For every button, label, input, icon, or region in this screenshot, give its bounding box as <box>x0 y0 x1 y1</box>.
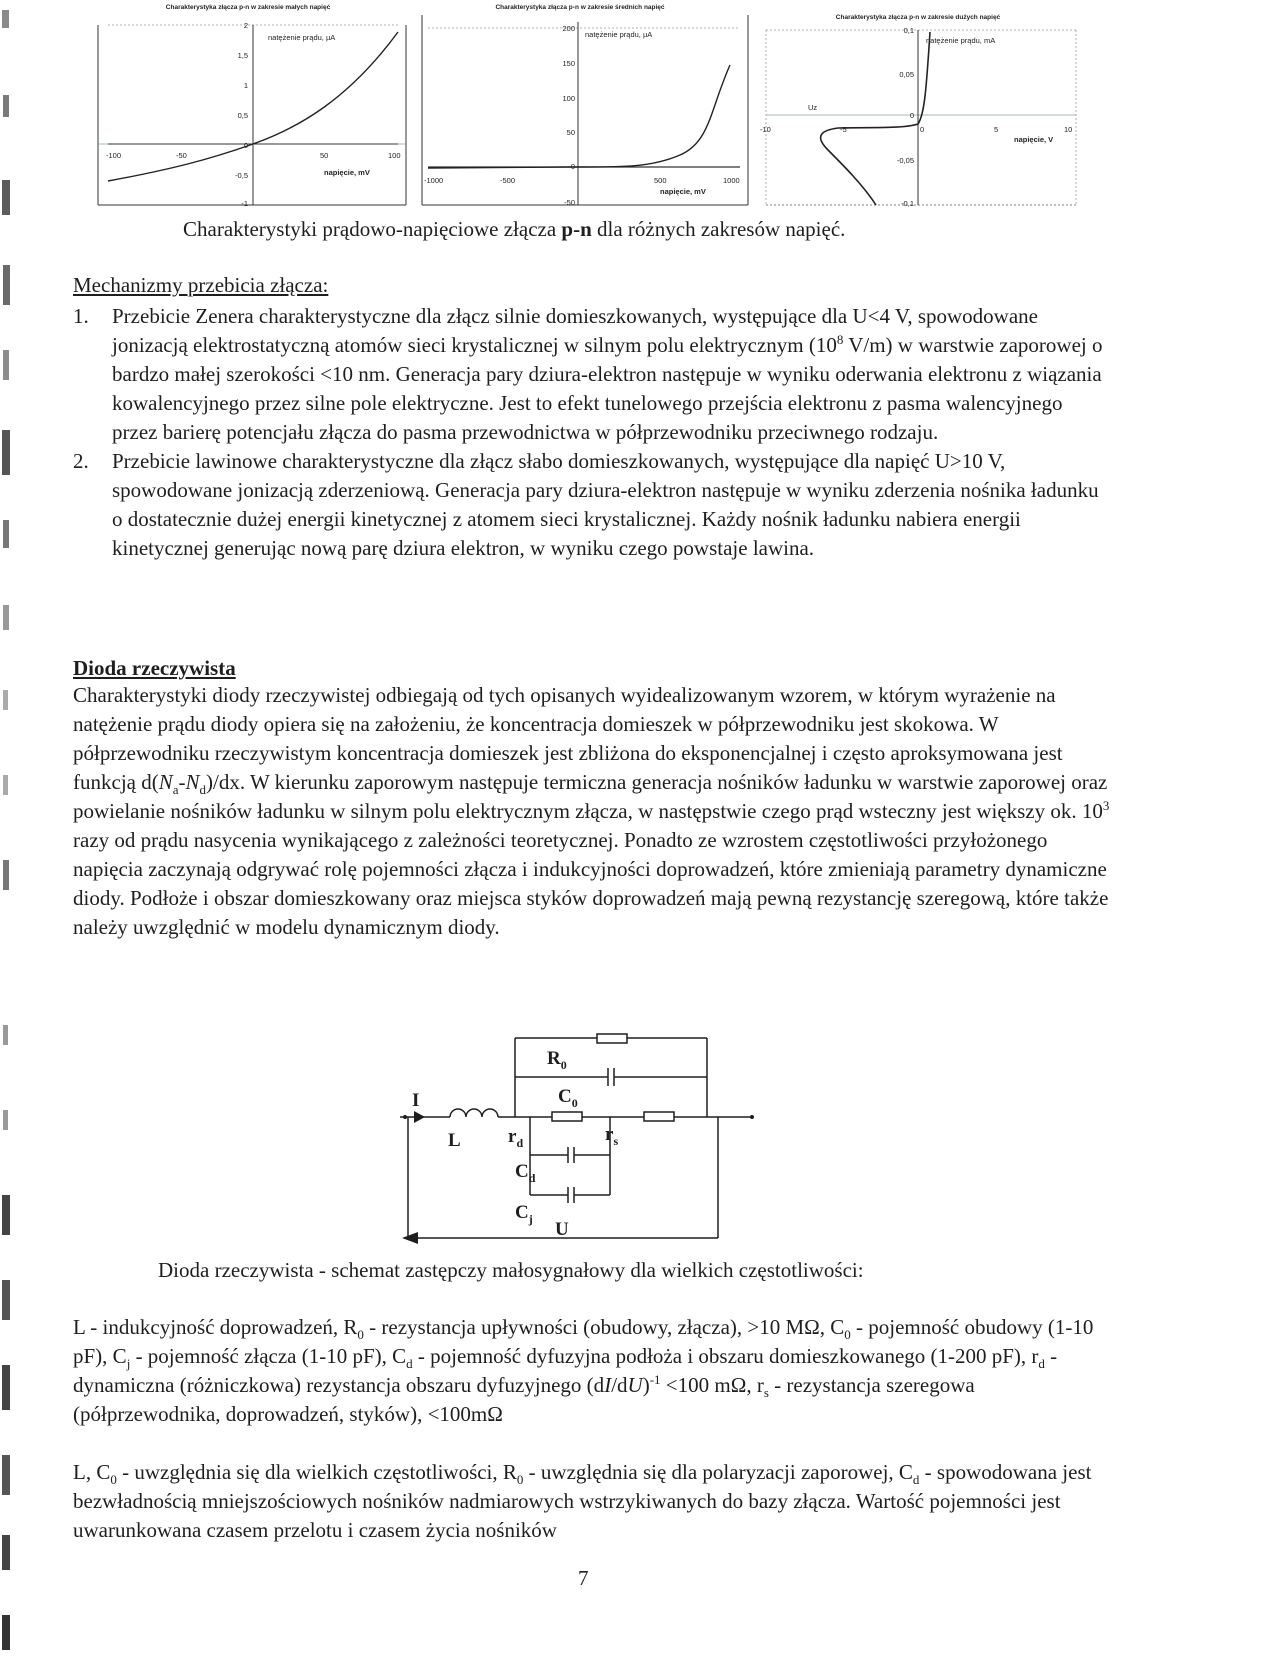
label-C0: $C_0$ <box>558 1086 578 1110</box>
current-arrow <box>414 1111 425 1123</box>
y-tick: 1 <box>243 81 248 90</box>
legend-paragraph-2: L, $C_0$ - uwzględnia się dla wielkich częstotliwości, $R_0$ - uwzględnia się dla polaryzacji zaporowej, $C_d$ - spowodowana jest bezwładnością mniejszościowych nośników nadmiarowych wstrzykiwanych do bazy złącza. Wartość pojemności jest uwarunkowana czasem przelotu i czasem życia nośników <box>73 1460 1092 1542</box>
x-tick: 500 <box>654 176 667 185</box>
label-R0: $R_0$ <box>547 1048 567 1072</box>
series-label: natężenie prądu, mA <box>926 36 996 45</box>
equivalent-circuit-diagram <box>400 1020 770 1255</box>
y-tick: -50 <box>564 198 575 207</box>
x-tick: -1000 <box>424 176 444 185</box>
page-number: 7 <box>578 1566 589 1590</box>
y-tick: 150 <box>562 59 575 68</box>
y-tick: 0,5 <box>237 111 248 120</box>
label-rs: $r_s$ <box>605 1124 619 1148</box>
chart-medium-voltage <box>420 0 750 212</box>
legend-paragraph-1: L - indukcyjność doprowadzeń, $R_0$ - rezystancja upływności (obudowy, złącza), >10 MΩ, $C_0$ - pojemność obudowy (1-10 pF), $C_j$ - pojemność złącza (1-10 pF), $C_d$ - pojemność dyfuzyjna podłoża i obszaru domieszkowanego (1-200 pF), $r_d$ - dynamiczna (różniczkowa) rezystancja obszaru dyfuzyjnego $(dI/dU)^{-1} <100$ mΩ, $r_s$ - rezystancja szeregowa (półprzewodnika, doprowadzeń, styków), <100mΩ <box>73 1315 1094 1426</box>
y-tick: 1,5 <box>237 51 248 60</box>
x-tick: -50 <box>176 151 187 160</box>
list-item: 1. Przebicie Zenera charakterystyczne dla złącz silnie domieszkowanych, występujące dla U<4 V, spowodowane jonizacją elektrostatyczną atomów sieci krystalicznej w silnym polu elektrycznym ($10^8$ V/m) w warstwie zaporowej o bardzo małej szerokości <10 nm. Generacja pary dziura-elektron następuje w wyniku oderwania elektronu z wiązania kowalencyjnego przez silne pole elektryczne. Jest to efekt tunelowego przejścia elektronu z pasma walencyjnego przez barierę potencjału złącza do pasma przewodnictwa w półprzewodniku przeciwnego rodzaju. <box>73 304 1103 444</box>
iv-curve <box>428 65 730 168</box>
series-label: natężenie prądu, µA <box>585 30 653 39</box>
chart-large-voltage <box>758 0 1080 212</box>
x-tick: 50 <box>320 151 329 160</box>
x-tick: -500 <box>500 176 516 185</box>
x-axis-label: napięcie, V <box>1014 135 1054 144</box>
x-axis-label: napięcie, mV <box>660 187 706 196</box>
x-tick: 0 <box>920 125 925 134</box>
y-tick: 100 <box>562 94 575 103</box>
figure-caption-charts: Charakterystyki prądowo-napięciowe złącza p-n dla różnych zakresów napięć. <box>183 217 846 241</box>
resistor-R0 <box>597 1034 627 1043</box>
label-U: U <box>555 1219 569 1240</box>
y-tick: 0 <box>909 111 914 120</box>
y-tick: 0,05 <box>899 70 914 79</box>
x-tick: -5 <box>840 125 847 134</box>
inductor-L <box>450 1109 498 1117</box>
voltage-arrow <box>402 1232 418 1244</box>
x-tick: -10 <box>760 125 771 134</box>
figure-caption-circuit: Dioda rzeczywista - schemat zastępczy małosygnałowy dla wielkich częstotliwości: <box>158 1258 864 1282</box>
section-heading-breakdown: Mechanizmy przebicia złącza: <box>73 273 329 297</box>
chart-title: Charakterystyka złącza p-n w zakresie średnich napięć <box>495 4 665 11</box>
series-label: natężenie prądu, µA <box>268 33 336 42</box>
y-tick: -1 <box>241 199 248 208</box>
chart-title: Charakterystyka złącza p-n w zakresie dużych napięć <box>835 14 1001 21</box>
x-axis-label: napięcie, mV <box>324 168 370 177</box>
section-heading-real-diode: Dioda rzeczywista <box>73 656 236 680</box>
zener-voltage-label: Uz <box>808 103 818 112</box>
chart-title: Charakterystyka złącza p-n w zakresie małych napięć <box>165 4 331 11</box>
y-tick: 200 <box>562 24 575 33</box>
y-tick: -0,5 <box>235 171 248 180</box>
x-tick: 1000 <box>723 176 740 185</box>
x-tick: 100 <box>388 151 401 160</box>
resistor-rd <box>552 1112 582 1121</box>
y-tick: 0,1 <box>903 26 914 35</box>
y-tick: -0,1 <box>901 199 914 208</box>
x-tick: 5 <box>994 125 999 134</box>
scan-margin-strip <box>0 0 26 1658</box>
chart-small-voltage <box>88 0 410 212</box>
y-tick: 0 <box>243 141 248 150</box>
x-tick: 10 <box>1064 125 1073 134</box>
real-diode-paragraph: Charakterystyki diody rzeczywistej odbiegają od tych opisanych wyidealizowanym wzorem, w którym wyrażenie na natężenie prądu diody opiera się na założeniu, że koncentracja domieszek w półprzewodniku jest skokowa. W półprzewodniku rzeczywistym koncentracja domieszek jest zbliżona do eksponencjalnej i często aproksymowana jest funkcją $d(N_a-N_d)/dx$. W kierunku zaporowym następuje termiczna generacja nośników ładunku w warstwie zaporowej oraz powielanie nośników ładunku w silnym polu elektrycznym złącza, w następstwie czego prąd wsteczny jest większy ok. $10^3$ razy od prądu nasycenia wynikającego z zależności teoretycznej. Ponadto ze wzrostem częstotliwości przyłożonego napięcia zaczynają odgrywać rolę pojemności złącza i indukcyjności doprowadzeń, które zmieniają parametry dynamiczne diody. Podłoże i obszar domieszkowany oraz miejsca styków doprowadzeń mają pewną rezystancję szeregową, które także należy uwzględnić w modelu dynamicznym diody. <box>73 683 1110 939</box>
y-tick: -0,05 <box>896 156 914 165</box>
y-tick: 2 <box>243 21 248 30</box>
y-tick: 50 <box>566 128 575 137</box>
resistor-rs <box>644 1112 674 1121</box>
list-item: 2. Przebicie lawinowe charakterystyczne dla złącz słabo domieszkowanych, występujące dla napięć U>10 V, spowodowane jonizacją zderzeniową. Generacja pary dziura-elektron następuje w wyniku zderzenia nośnika ładunku o dostatecznie dużej energii kinetycznej z atomem sieci krystalicznej. Każdy nośnik ładunku nabiera energii kinetycznej generując nową parę dziura elektron, w wyniku czego powstaje lawina. <box>73 449 1099 560</box>
y-tick: 0 <box>570 162 575 171</box>
label-Cd: $C_d$ <box>515 1161 536 1185</box>
label-I: I <box>412 1090 420 1111</box>
label-Cj: $C_j$ <box>515 1202 533 1226</box>
label-rd: $r_d$ <box>508 1126 524 1150</box>
label-L: L <box>448 1130 461 1151</box>
x-tick: -100 <box>106 151 122 160</box>
breakdown-list <box>73 302 1113 563</box>
